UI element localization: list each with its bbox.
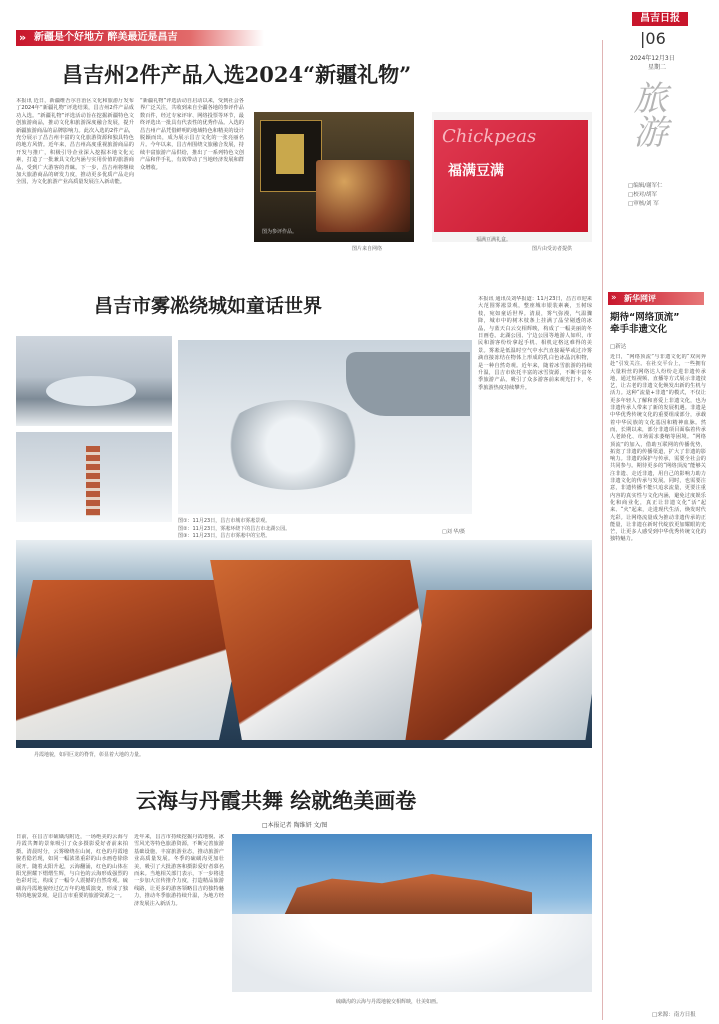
frost-trees <box>218 400 368 490</box>
caption-line: 图③：11月23日，昌吉市雾凇中的宝塔。 <box>178 533 271 539</box>
article3-col1: 日前，在昌吉市硫磺沟附近，一场绝美的云海与丹霞共舞的景象吸引了众多摄影爱好者前来拍摄。清晨时分，云雾缭绕在山间，红色的丹霞地貌若隐若现，如同一幅浓墨重彩的山水画卷徐徐展开。随着太阳升起，云海翻涌，红色的山体在阳光照耀下熠熠生辉，与白色的云海形成强烈的色彩对比，构成了一幅令人震撼的自然奇观。硫磺沟丹霞地貌经过亿万年的地质演变，形成了独特的地貌景观，是昌吉市重要的旅游资源之一。 <box>16 834 128 900</box>
article2-headline: 昌吉市雾凇绕城如童话世界 <box>94 295 323 317</box>
banner <box>16 30 264 46</box>
panorama-caption: 丹霞地貌，如同巨龙的脊背，彰显着大地的力量。 <box>34 752 145 758</box>
pagoda-tower <box>86 446 100 516</box>
article1-col2: “新疆礼物”评选活动自启动以来，受到社会各界广泛关注，共收到来自全疆各地的参评作品数百件，经过专家评审、网络投票等环节，最终评选出一批具有代表性的优秀作品。入选的昌吉州产品凭借鲜明的地域特色和精美的设计脱颖而出，成为展示昌吉文化的一张亮丽名片。今年以来，昌吉州围绕文旅融合发展，持续丰富旅游产品供给，推出了一系列特色文创产品和伴手礼，有效带动了当地经济发展和群众增收。 <box>140 98 244 171</box>
page-number: |06 <box>640 29 666 48</box>
article3-headline: 云海与丹霞共舞 绘就绝美画卷 <box>136 788 417 813</box>
cloud-sea-photo <box>232 834 592 992</box>
product-brand: Chickpeas <box>442 126 537 147</box>
issue-weekday: 星期二 <box>648 64 667 71</box>
sidebar-title-line1: 期待“网络顶流” <box>610 312 680 323</box>
article3-col2: 近年来，昌吉市持续挖掘丹霞地貌、冰雪风光等特色旅游资源，不断完善旅游基础设施，丰富旅游业态，推动旅游产业高质量发展。冬季的硫磺沟更加壮美，吸引了大批游客和摄影爱好者慕名而来。当地相关部门表示，下一步将进一步加大宣传推介力度，打造精品旅游线路，让更多的游客领略昌吉的独特魅力，推动冬季旅游持续升温，为地方经济发展注入新活力。 <box>134 834 224 907</box>
reviewer-credit: □审核/刘 军 <box>628 201 659 207</box>
park-lake <box>346 352 470 416</box>
article3-byline: □本报记者 陶维妍 文/图 <box>262 822 328 829</box>
proofreader-credit: □校对/胡军 <box>628 192 658 198</box>
double-chevron-icon: » <box>611 293 617 303</box>
paper-name: 昌吉日报 <box>632 12 688 26</box>
article2-captions <box>178 518 290 541</box>
article2-photo-credit: □刘 华/摄 <box>442 529 465 535</box>
section-title: 旅游 <box>627 80 667 148</box>
sidebar-source: □来源：南方日报 <box>652 1012 696 1018</box>
rime-park-photo <box>178 340 472 514</box>
product-left-credit: 图片来自网络 <box>352 246 383 252</box>
fog-city-photo <box>16 336 172 426</box>
banner-text: 新疆是个好地方 醉美最近是昌吉 <box>34 32 178 43</box>
sidebar-title-line2: 牵手非遗文化 <box>610 324 668 335</box>
danxia-panorama <box>16 540 592 748</box>
sidebar-body: 近日，“网络顶流”与非遗文化的“双向奔赴”引发关注。在社交平台上，一些拥有大量粉丝的网络达人纷纷走进非遗传承地，通过短视频、直播等方式展示非遗技艺，让古老的非遗文化焕发出新的生机与活力。这种“流量+非遗”的模式，不仅让更多年轻人了解和喜爱上非遗文化，也为非遗传承人带来了新的发展机遇。非遗是中华优秀传统文化的重要组成部分，承载着中华民族的文化基因和精神血脉。然而，长期以来，部分非遗项目面临着传承人老龄化、市场需求萎缩等困境。“网络顶流”的加入，借助互联网的传播优势，拓宽了非遗的传播渠道，扩大了非遗的影响力。非遗的保护与传承，需要全社会的共同参与。期待更多的“网络顶流”能够关注非遗、走近非遗，用自己的影响力助力非遗文化的传承与发展。同时，也需要注意，非遗传播不能只追求流量，更要注重内容的真实性与文化内涵，避免过度娱乐化和商业化，真正让非遗文化“活”起来、“火”起来，走进现代生活，焕发时代光彩。让网络流量成为推动非遗传承的正能量，让非遗在新时代绽放更加耀眼的光芒，让更多人感受到中华优秀传统文化的独特魅力。 <box>610 354 706 543</box>
editor-credits <box>628 182 663 209</box>
frozen-lake <box>46 376 136 406</box>
sidebar-label-text: 新华网评 <box>624 294 656 303</box>
pagoda-photo <box>16 432 172 522</box>
article1-col1: 本报讯 近日，新疆维吾尔自治区文化和旅游厅发布了2024年“新疆礼物”评选结果，昌吉州2件产品成功入选。“新疆礼物”评选活动旨在挖掘新疆特色文创旅游商品，推动文化和旅游深度融合发展，提升新疆旅游商品的品牌影响力。此次入选的2件产品，充分展示了昌吉州丰富的文化旅游资源和独具特色的地方风情。近年来，昌吉州高度重视旅游商品的开发与推广，积极引导企业深入挖掘本地文化元素，打造了一批兼具文化内涵与实用价值的旅游商品，受到广大游客的青睐。下一步，昌吉州将继续加大旅游商品的研发力度，推动更多优质产品走向全国，为文化旅游产业高质量发展注入新动能。 <box>16 98 134 186</box>
page-number-value: 06 <box>645 29 666 48</box>
article2-side-text: 本报讯 通讯员刘华报道：11月23日，昌吉市迎来大范围雾凇景观，整座城市银装素裹，玉树琼枝，宛如童话世界。清晨，雾气弥漫，气温骤降，城市中的树木枝条上挂满了晶莹剔透的冰晶，与蓝天白云交相辉映，构成了一幅美丽的冬日画卷。北湖公园、宁边公园等地游人如织，市民和游客纷纷拿起手机、相机定格这难得的美景。雾凇是低温时空气中水汽直接凝华或过冷雾滴直接冻结在物体上形成的乳白色冰晶沉积物，是一种自然奇观。近年来，随着冰雪旅游的持续升温，昌吉市依托丰富的冰雪资源，不断丰富冬季旅游产品，吸引了众多游客前来观光打卡，冬季旅游热度持续攀升。 <box>478 296 592 391</box>
cloud-layer <box>232 914 592 992</box>
product-left-caption: 图为参评作品。 <box>262 229 298 235</box>
product-right-caption: 福满豆满礼盒。 <box>476 237 512 242</box>
dried-fruit-tray <box>316 160 410 232</box>
red-ridge-3 <box>405 590 592 740</box>
red-gift-box <box>434 120 588 232</box>
product-photo-right <box>432 112 592 242</box>
column-divider <box>602 40 603 1020</box>
red-ridge-2 <box>210 560 442 740</box>
double-chevron-icon: » <box>19 31 27 44</box>
cloud-sea-caption: 硫磺沟的云海与丹霞地貌交相辉映，壮美如画。 <box>336 999 442 1005</box>
sidebar-label <box>608 292 704 305</box>
editor-credit: □编辑/谢军仁 <box>628 183 663 189</box>
caption-line: 图②：11月23日，雾凇环绕下的昌吉市北湖公园。 <box>178 525 291 532</box>
sidebar-author: □新达 <box>610 344 627 350</box>
sidebar-title <box>610 312 680 336</box>
issue-date: 2024年12月3日 <box>630 55 675 62</box>
product-right-credit: 图片由受访者提供 <box>532 246 573 252</box>
product-title: 福满豆满 <box>448 163 504 179</box>
gift-box-label <box>276 134 304 174</box>
product-photo-left <box>254 112 414 242</box>
caption-line: 图①：11月23日，昌吉市城市雾凇景观。 <box>178 518 271 524</box>
article1-headline: 昌吉州2件产品入选2024“新疆礼物” <box>62 62 412 87</box>
